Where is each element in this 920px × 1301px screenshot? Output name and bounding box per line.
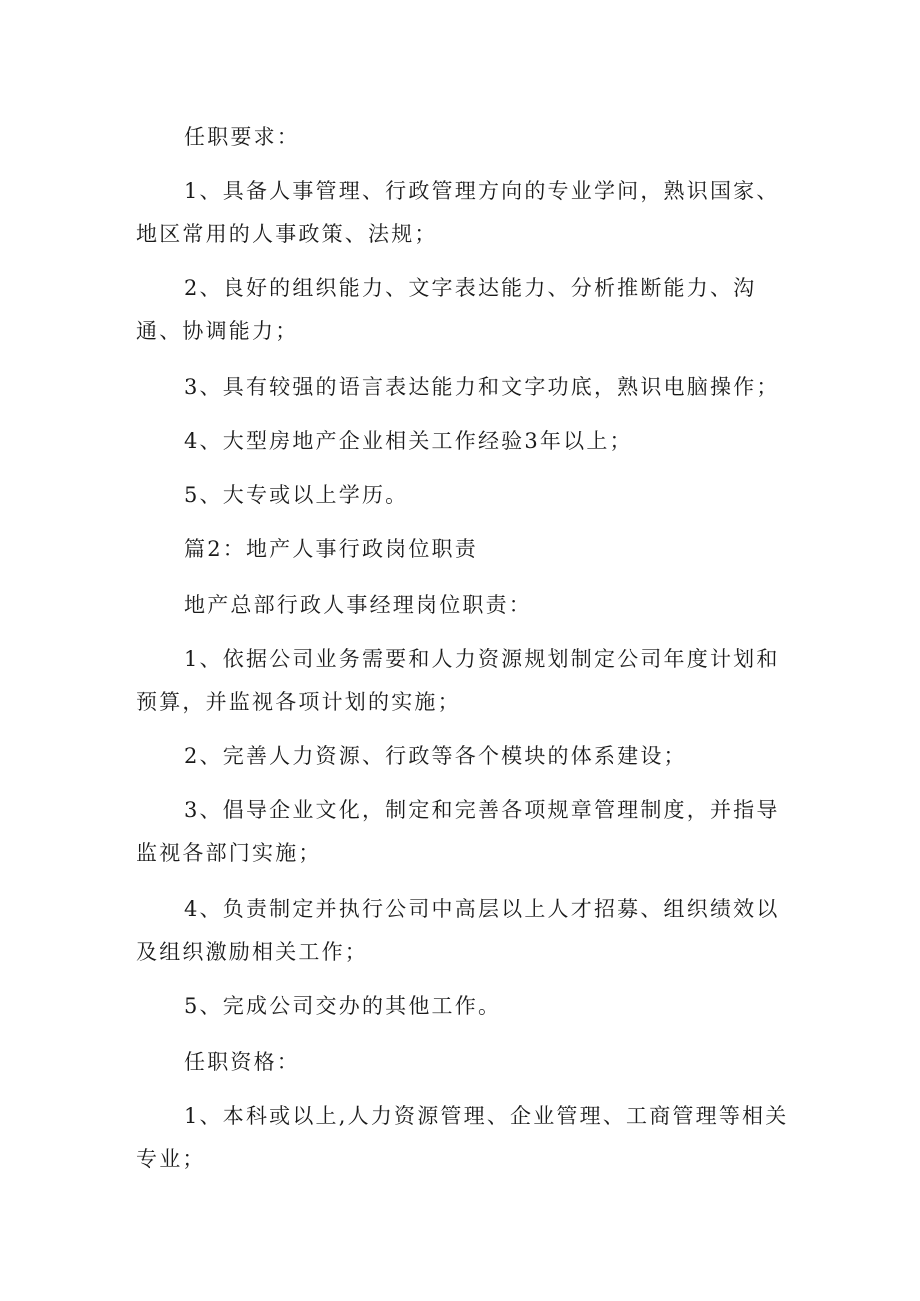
requirement-item-5: 5、大专或以上学历。 [184,483,409,507]
duty-item-3: 3、倡导企业文化，制定和完善各项规章管理制度，并指导监视各部门实施； [136,798,780,865]
duty-item-5: 5、完成公司交办的其他工作。 [184,994,502,1018]
heading-manager-duties: 地产总部行政人事经理岗位职责： [184,593,532,617]
duty-item-1: 1、依据公司业务需要和人力资源规划制定公司年度计划和预算，并监视各项计划的实施； [136,647,780,714]
heading-qualifications: 任职资格： [184,1050,300,1074]
requirement-item-3: 3、具有较强的语言表达能力和文字功底，熟识电脑操作； [184,375,780,399]
requirement-item-4: 4、大型房地产企业相关工作经验3年以上； [184,429,633,453]
requirement-item-2: 2、良好的组织能力、文字表达能力、分析推断能力、沟通、协调能力； [136,276,757,343]
section-title-part-2: 篇2：地产人事行政岗位职责 [184,537,478,561]
qualification-item-1: 1、本科或以上,人力资源管理、企业管理、工商管理等相关专业； [136,1104,789,1171]
requirement-item-1: 1、具备人事管理、行政管理方向的专业学问，熟识国家、地区常用的人事政策、法规； [136,179,780,246]
duty-item-2: 2、完善人力资源、行政等各个模块的体系建设； [184,744,687,768]
heading-job-requirements: 任职要求： [184,125,300,149]
duty-item-4: 4、负责制定并执行公司中高层以上人才招募、组织绩效以及组织激励相关工作； [136,897,780,964]
